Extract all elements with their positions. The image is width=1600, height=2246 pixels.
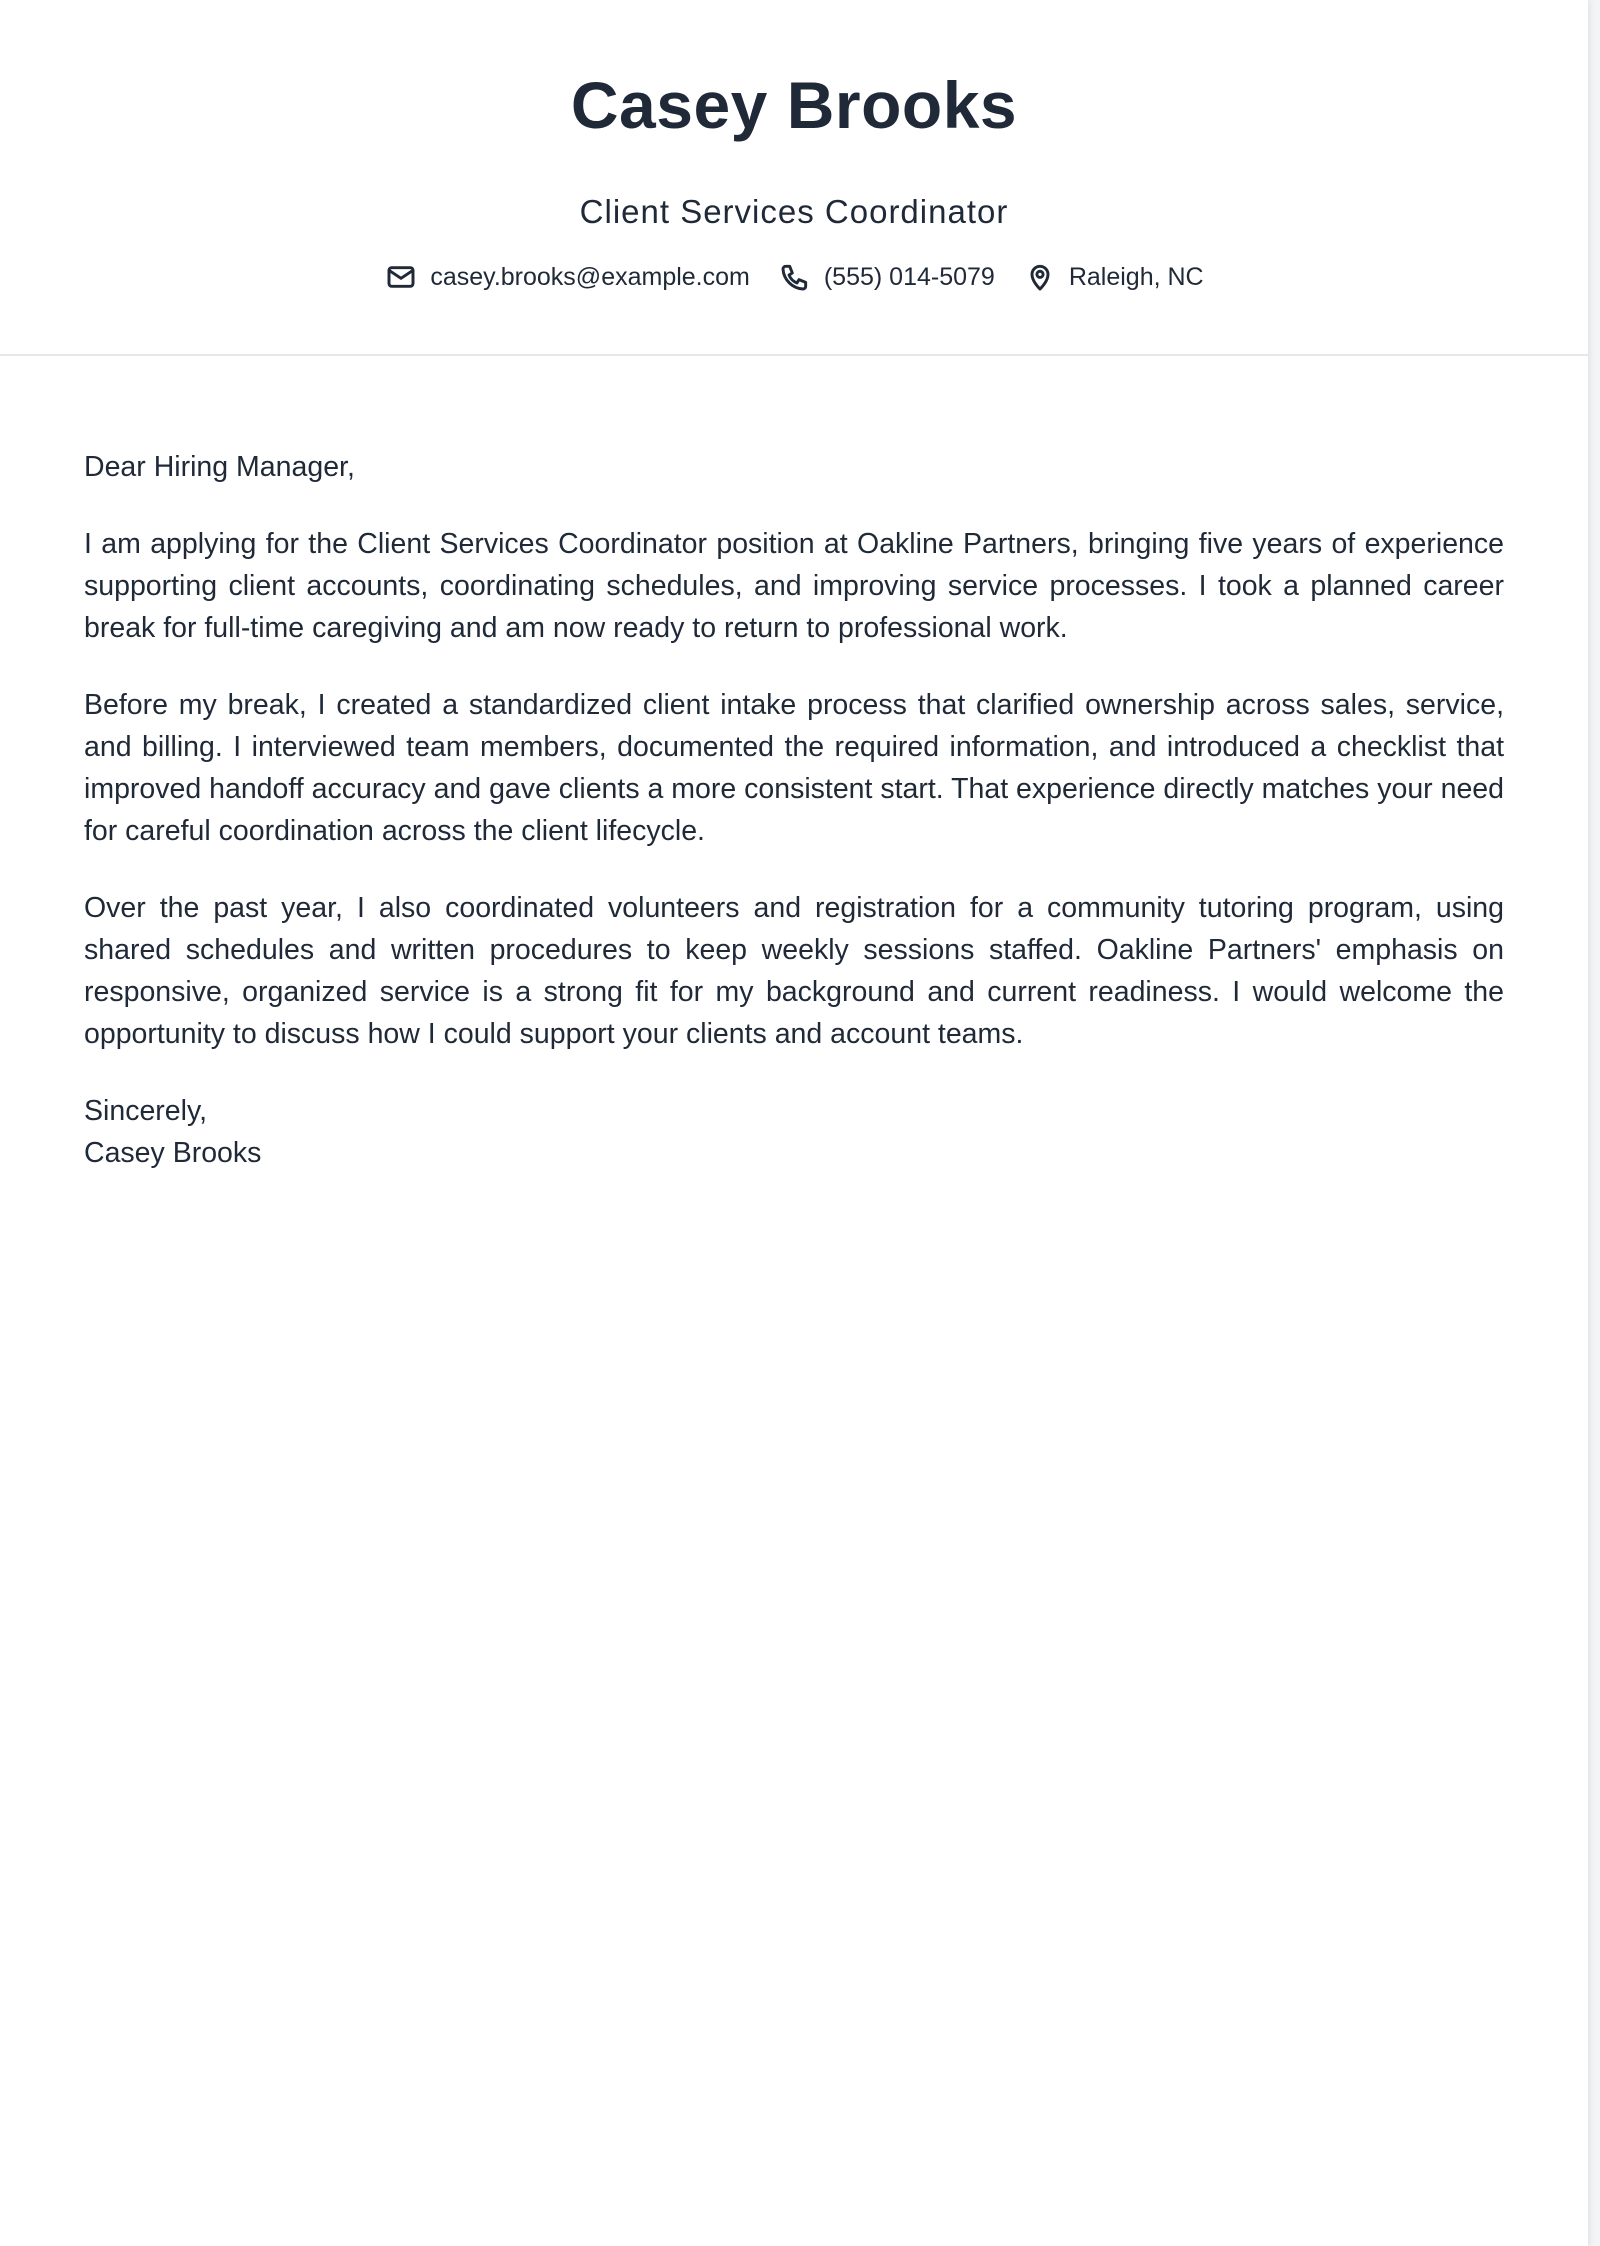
phone-icon bbox=[778, 260, 812, 294]
paragraph-3: Over the past year, I also coordinated volunteers and registration for a community tutoring program, using shared schedules and written procedures to keep weekly sessions staffed. Oakline Partners' emphasis on responsive, organized service is a strong fit for my background and current readiness. I would welcome the opportunity to discuss how I could support your clients and account teams. bbox=[84, 892, 1504, 1050]
contact-email bbox=[384, 260, 749, 294]
paragraph-1: I am applying for the Client Services Coordinator position at Oakline Partners, bringing five years of experience supporting client accounts, coordinating schedules, and improving service processes. I took a planned career break for full-time caregiving and am now ready to return to professional work. bbox=[84, 528, 1504, 644]
letter-header bbox=[0, 0, 1588, 356]
email-text: casey.brooks@example.com bbox=[430, 263, 750, 291]
contact-phone bbox=[778, 260, 995, 294]
letter-closing bbox=[84, 1090, 1504, 1174]
job-title: Client Services Coordinator bbox=[579, 193, 1009, 230]
contact-location bbox=[1023, 260, 1204, 294]
phone-text: (555) 014-5079 bbox=[823, 263, 995, 291]
mail-icon bbox=[384, 260, 418, 294]
location-text: Raleigh, NC bbox=[1068, 263, 1204, 291]
closing-text: Sincerely, bbox=[84, 1095, 208, 1127]
signature-name: Casey Brooks bbox=[84, 1137, 262, 1169]
letter-body bbox=[84, 446, 1504, 1174]
contact-info bbox=[0, 260, 1588, 294]
salutation: Dear Hiring Manager, bbox=[84, 451, 355, 483]
applicant-name: Casey Brooks bbox=[570, 68, 1018, 142]
paragraph-2: Before my break, I created a standardized client intake process that clarified ownership across sales, service, and billing. I interviewed team members, documented the required information, and introduced a checklist that improved handoff accuracy and gave clients a more consistent start. That experience directly matches your need for careful coordination across the client lifecycle. bbox=[84, 689, 1504, 847]
map-pin-icon bbox=[1023, 260, 1057, 294]
